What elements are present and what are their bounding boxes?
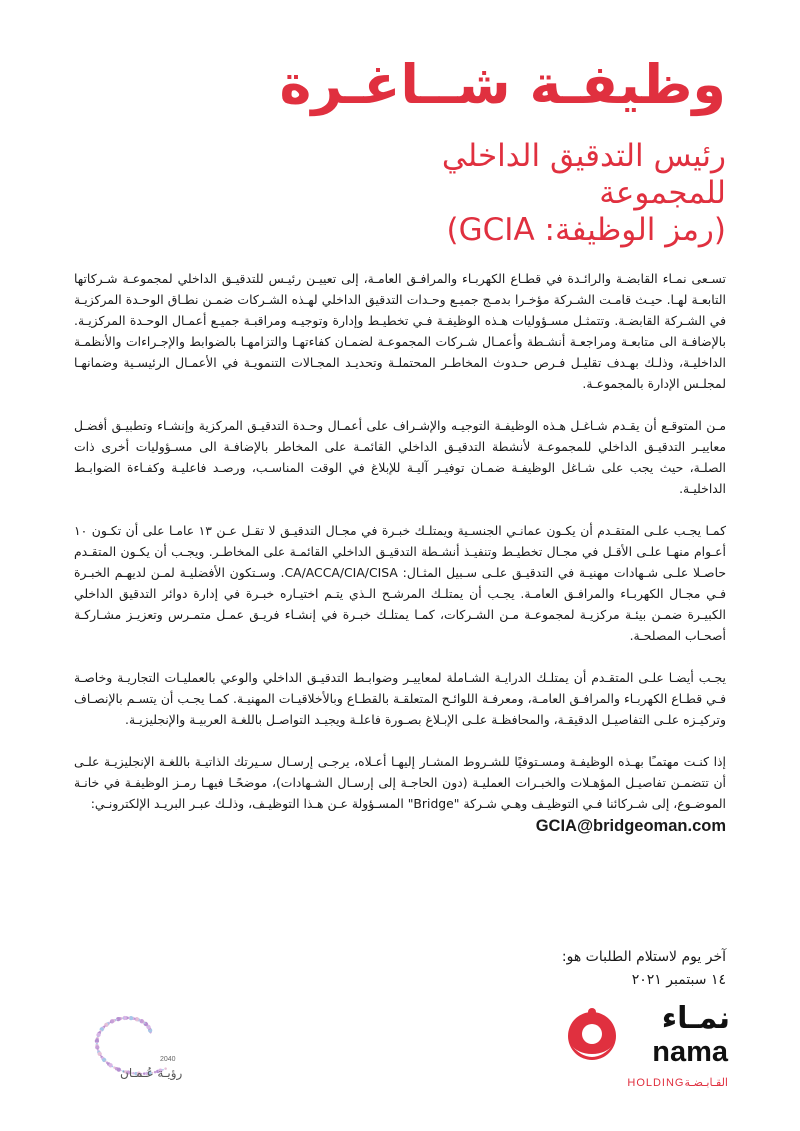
nama-logo-mark-icon: [562, 1008, 622, 1070]
vision-logo-year: 2040: [160, 1056, 176, 1063]
nama-logo-english: nama: [652, 1036, 728, 1068]
page-title: وظيفـة شــاغـرة: [279, 53, 726, 116]
vision-logo-dot: [112, 1066, 114, 1068]
subtitle-line-2: للمجموعة: [599, 175, 726, 211]
paragraph-skills: يجـب أيضـا علـى المتقـدم أن يمتلـك الدرايـة الشـاملة لمعاييـر وضوابـط التدقيـق الداخلي والوعي بالعمليـات التجاريـة وخاصـة فـي قطـاع الكهربـاء والمرافـق العامـة، ومعرفـة اللوائـح المتعلقـة بالقطـاع وبالأخلاقيـات المهنيـة. كمـا يجـب أن يتسـم بالإنصـاف وتركيـزه علـى التفاصيـل الدقيقـة، والمحافظـة علـى الإبـلاغ بصـورة فاعلـة ويجيـد التواصـل باللغـة العربيـة والإنجليزيـة.: [74, 670, 726, 727]
paragraph-apply: إذا كنـت مهتمـًا بهـذه الوظيفـة ومسـتوفيًا للشـروط المشـار إليهـا أعـلاه، يرجـى إرسـال سـيرتك الذاتيـة باللغـة الإنجليزيـة علـى أن تتضمـن تفاصيـل المؤهـلات والخبـرات العمليـة (دون الحاجـة إلى إرسـال الشـهادات)، موضحًـا فيهـا رمـز الوظيفـة في خانـة الموضـوع، إلى شـركائنا فـي التوظيـف وهـي شـركة "Bridge" المسـؤولة عـن هـذا التوظيـف، وذلـك عبـر البريـد الإلكترونـي:: [74, 754, 726, 811]
vision-logo-text: رؤيـة عُـمـان: [120, 1066, 183, 1080]
job-description: [74, 268, 726, 838]
paragraph-intro: تسـعى نمـاء القابضـة والرائـدة في قطـاع الكهربـاء والمرافـق العامـة، إلى تعييـن رئيـس للتدقيـق الداخلي لمجموعـة شـركاتها التابعـة لهـا. حيـث قامـت الشـركة مؤخـرا بدمـج جميـع وحـدات التدقيق الداخلي لهـذه الشـركات ضمـن نطـاق الوحـدة المركزيـة في الشـركة القابضـة. وتتمثـل مسـؤوليات هـذه الوظيفـة فـي تخطيـط وإدارة وتوجيـه ومراقبـة جميـع أعمـال الوحـدة المركزيـة. بالإضافـة الى متابعـة ومراجعـة أنشـطة وأعمـال شـركات المجموعـة لضمـان كفاءتهـا والتزامهـا بالضوابط والإجـراءات والأنظمـة الداخليـة، وذلـك بهـدف تقليـل فـرص حـدوث المخاطـر المحتملـة وتحديـد المجـالات التنمويـة في الأعمـال الرئيسـية وضمانهـا لمجلـس الإدارة بالمجموعـة.: [74, 271, 726, 391]
paragraph-expectations: مـن المتوقـع أن يقـدم شـاغـل هـذه الوظيفـة التوجيـه والإشـراف على أعمـال وحـدة التدقيـق المركزية وإنشـاء وتطبيـق أفضـل معاييـر التدقيـق الداخلي للمجموعـة لأنشطة التدقيـق الداخلي القائمـة على المخاطر بالإضافـة الى مسـؤوليات أخرى ذات الصلـة، حيث يجب على شـاغل الوظيفـة ضمـان توفيـر آليـة للإبلاغ في الوقت المناسـب، ورصـد فاعليـة وكفـاءة الضوابـط الداخليـة.: [74, 418, 726, 496]
holding-label-en: HOLDING: [627, 1077, 685, 1089]
vision-logo-dot: [105, 1061, 107, 1063]
paragraph-requirements: كمـا يجـب علـى المتقـدم أن يكـون عمانـي الجنسـية ويمتلـك خبـرة في مجـال التدقيـق لا تقـل عـن ١٣ عامـا على أن تكـون ١٠ أعـوام منهـا علـى الأقـل في مجـال تخطيـط وتنفيـذ أنشـطة التدقيـق الداخلي القائمـة على المخاطـر. ويجـب أن يكـون المتقـدم حاصـلا علـى شـهادات مهنيـة في التدقيـق علـى سـبيل المثـال: CA/ACCA/CIA/CISA. وسـتكون الأفضليـة لمـن لديهـم الخبـرة فـي مجـال الكهربـاء والمرافـق العامـة. يجـب أن يمتلـك المرشـح الـذي يتـم اختيـاره خبـرة في إدارة دوائر التدقيق الداخلي الكبيـرة ضمـن بيئـة مركزيـة لمجموعـة مـن الشـركات، كمـا يمتلـك خبـرة في إنشـاء فريـق عمـل متمـرس وتعزيـز مشـاركـة أصحـاب المصلحـة.: [74, 523, 727, 643]
deadline-date: ١٤ سبتمبر ٢٠٢١: [631, 972, 726, 988]
holding-label-ar: القـابـضـة: [684, 1077, 728, 1089]
deadline-label: آخر يوم لاستلام الطلبات هو:: [561, 949, 726, 965]
subtitle-line-1: رئيس التدقيق الداخلي: [441, 138, 726, 174]
deadline-block: [562, 946, 726, 992]
application-email-link[interactable]: GCIA@bridgeoman.com: [535, 817, 726, 835]
nama-logo-arabic: نمـاء: [661, 1001, 730, 1036]
oman-vision-2040-logo: [72, 990, 222, 1100]
job-subtitle: [166, 138, 726, 249]
subtitle-line-3: (رمز الوظيفة: GCIA): [446, 212, 726, 248]
holding-label: [615, 1076, 728, 1089]
